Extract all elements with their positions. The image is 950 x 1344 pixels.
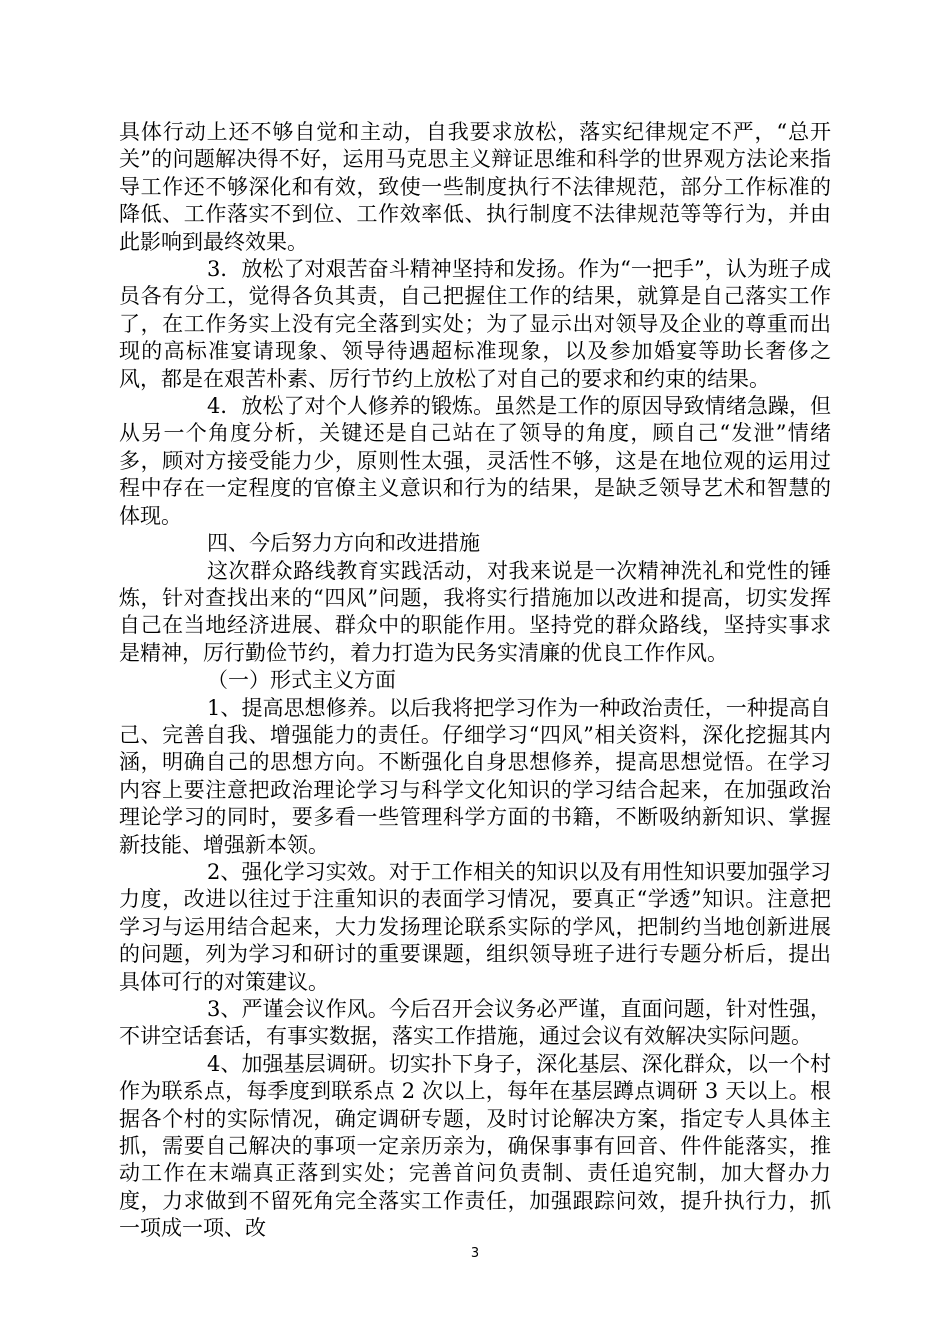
paragraph: 4、加强基层调研。切实扑下身子，深化基层、深化群众，以一个村作为联系点，每季度到联系点 2 次以上，每年在基层蹲点调研 3 天以上。根据各个村的实际情况，确定调研专题，及时讨论解决方案，指定专人具体主抓，需要自己解决的事项一定亲历亲为，确保事事有回音、件件能落实，推动工作在末端真正落到实处；完善首问负责制、责任追究制，加大督办力度，力求做到不留死角完全落实工作责任，加强跟踪问效，提升执行力，抓一项成一项、改	[119, 1051, 831, 1241]
paragraph: 具体行动上还不够自觉和主动，自我要求放松，落实纪律规定不严，“总开关”的问题解决得不好，运用马克思主义辩证思维和科学的世界观方法论来指导工作还不够深化和有效，致使一些制度执行不法律规范，部分工作标准的降低、工作落实不到位、工作效率低、执行制度不法律规范等等行为，并由此影响到最终效果。	[119, 120, 831, 254]
section-heading: 四、今后努力方向和改进措施	[207, 531, 480, 556]
paragraph: 4．放松了对个人修养的锻炼。虽然是工作的原因导致情绪急躁，但从另一个角度分析，关键还是自己站在了领导的角度，顾自己“发泄”情绪多，顾对方接受能力少，原则性太强，灵活性不够，这是在地位观的运用过程中存在一定程度的官僚主义意识和行为的结果，是缺乏领导艺术和智慧的体现。	[119, 394, 831, 528]
subsection-heading: （一）形式主义方面	[207, 668, 396, 693]
paragraph: 3．放松了对艰苦奋斗精神坚持和发扬。作为“一把手”，认为班子成员各有分工，觉得各负其责，自己把握住工作的结果，就算是自己落实工作了，在工作务实上没有完全落到实处；为了显示出对领导及企业的尊重而出现的高标准宴请现象、领导待遇超标准现象，以及参加婚宴等助长奢侈之风，都是在艰苦朴素、厉行节约上放松了对自己的要求和约束的结果。	[119, 257, 831, 391]
document-body	[119, 119, 831, 1243]
page-number: 3	[470, 1246, 480, 1261]
paragraph: 1、提高思想修养。以后我将把学习作为一种政治责任，一种提高自己、完善自我、增强能力的责任。仔细学习“四风”相关资料，深化挖掘其内涵，明确自己的思想方向。不断强化自身思想修养，提高思想觉悟。在学习内容上要注意把政治理论学习与科学文化知识的学习结合起来，在加强政治理论学习的同时，要多看一些管理科学方面的书籍，不断吸纳新知识、掌握新技能、增强新本领。	[119, 695, 831, 857]
paragraph: 3、严谨会议作风。今后召开会议务必严谨，直面问题，针对性强，不讲空话套话，有事实数据，落实工作措施，通过会议有效解决实际问题。	[119, 997, 831, 1049]
paragraph: 2、强化学习实效。对于工作相关的知识以及有用性知识要加强学习力度，改进以往过于注重知识的表面学习情况，要真正“学透”知识。注意把学习与运用结合起来，大力发扬理论联系实际的学风，把制约当地创新进展的问题，列为学习和研讨的重要课题，组织领导班子进行专题分析后，提出具体可行的对策建议。	[119, 859, 831, 994]
paragraph: 这次群众路线教育实践活动，对我来说是一次精神洗礼和党性的锤炼，针对查找出来的“四风”问题，我将实行措施加以改进和提高，切实发挥自己在当地经济进展、群众中的职能作用。坚持党的群众路线，坚持实事求是精神，厉行勤俭节约，着力打造为民务实清廉的优良工作作风。	[119, 558, 831, 665]
